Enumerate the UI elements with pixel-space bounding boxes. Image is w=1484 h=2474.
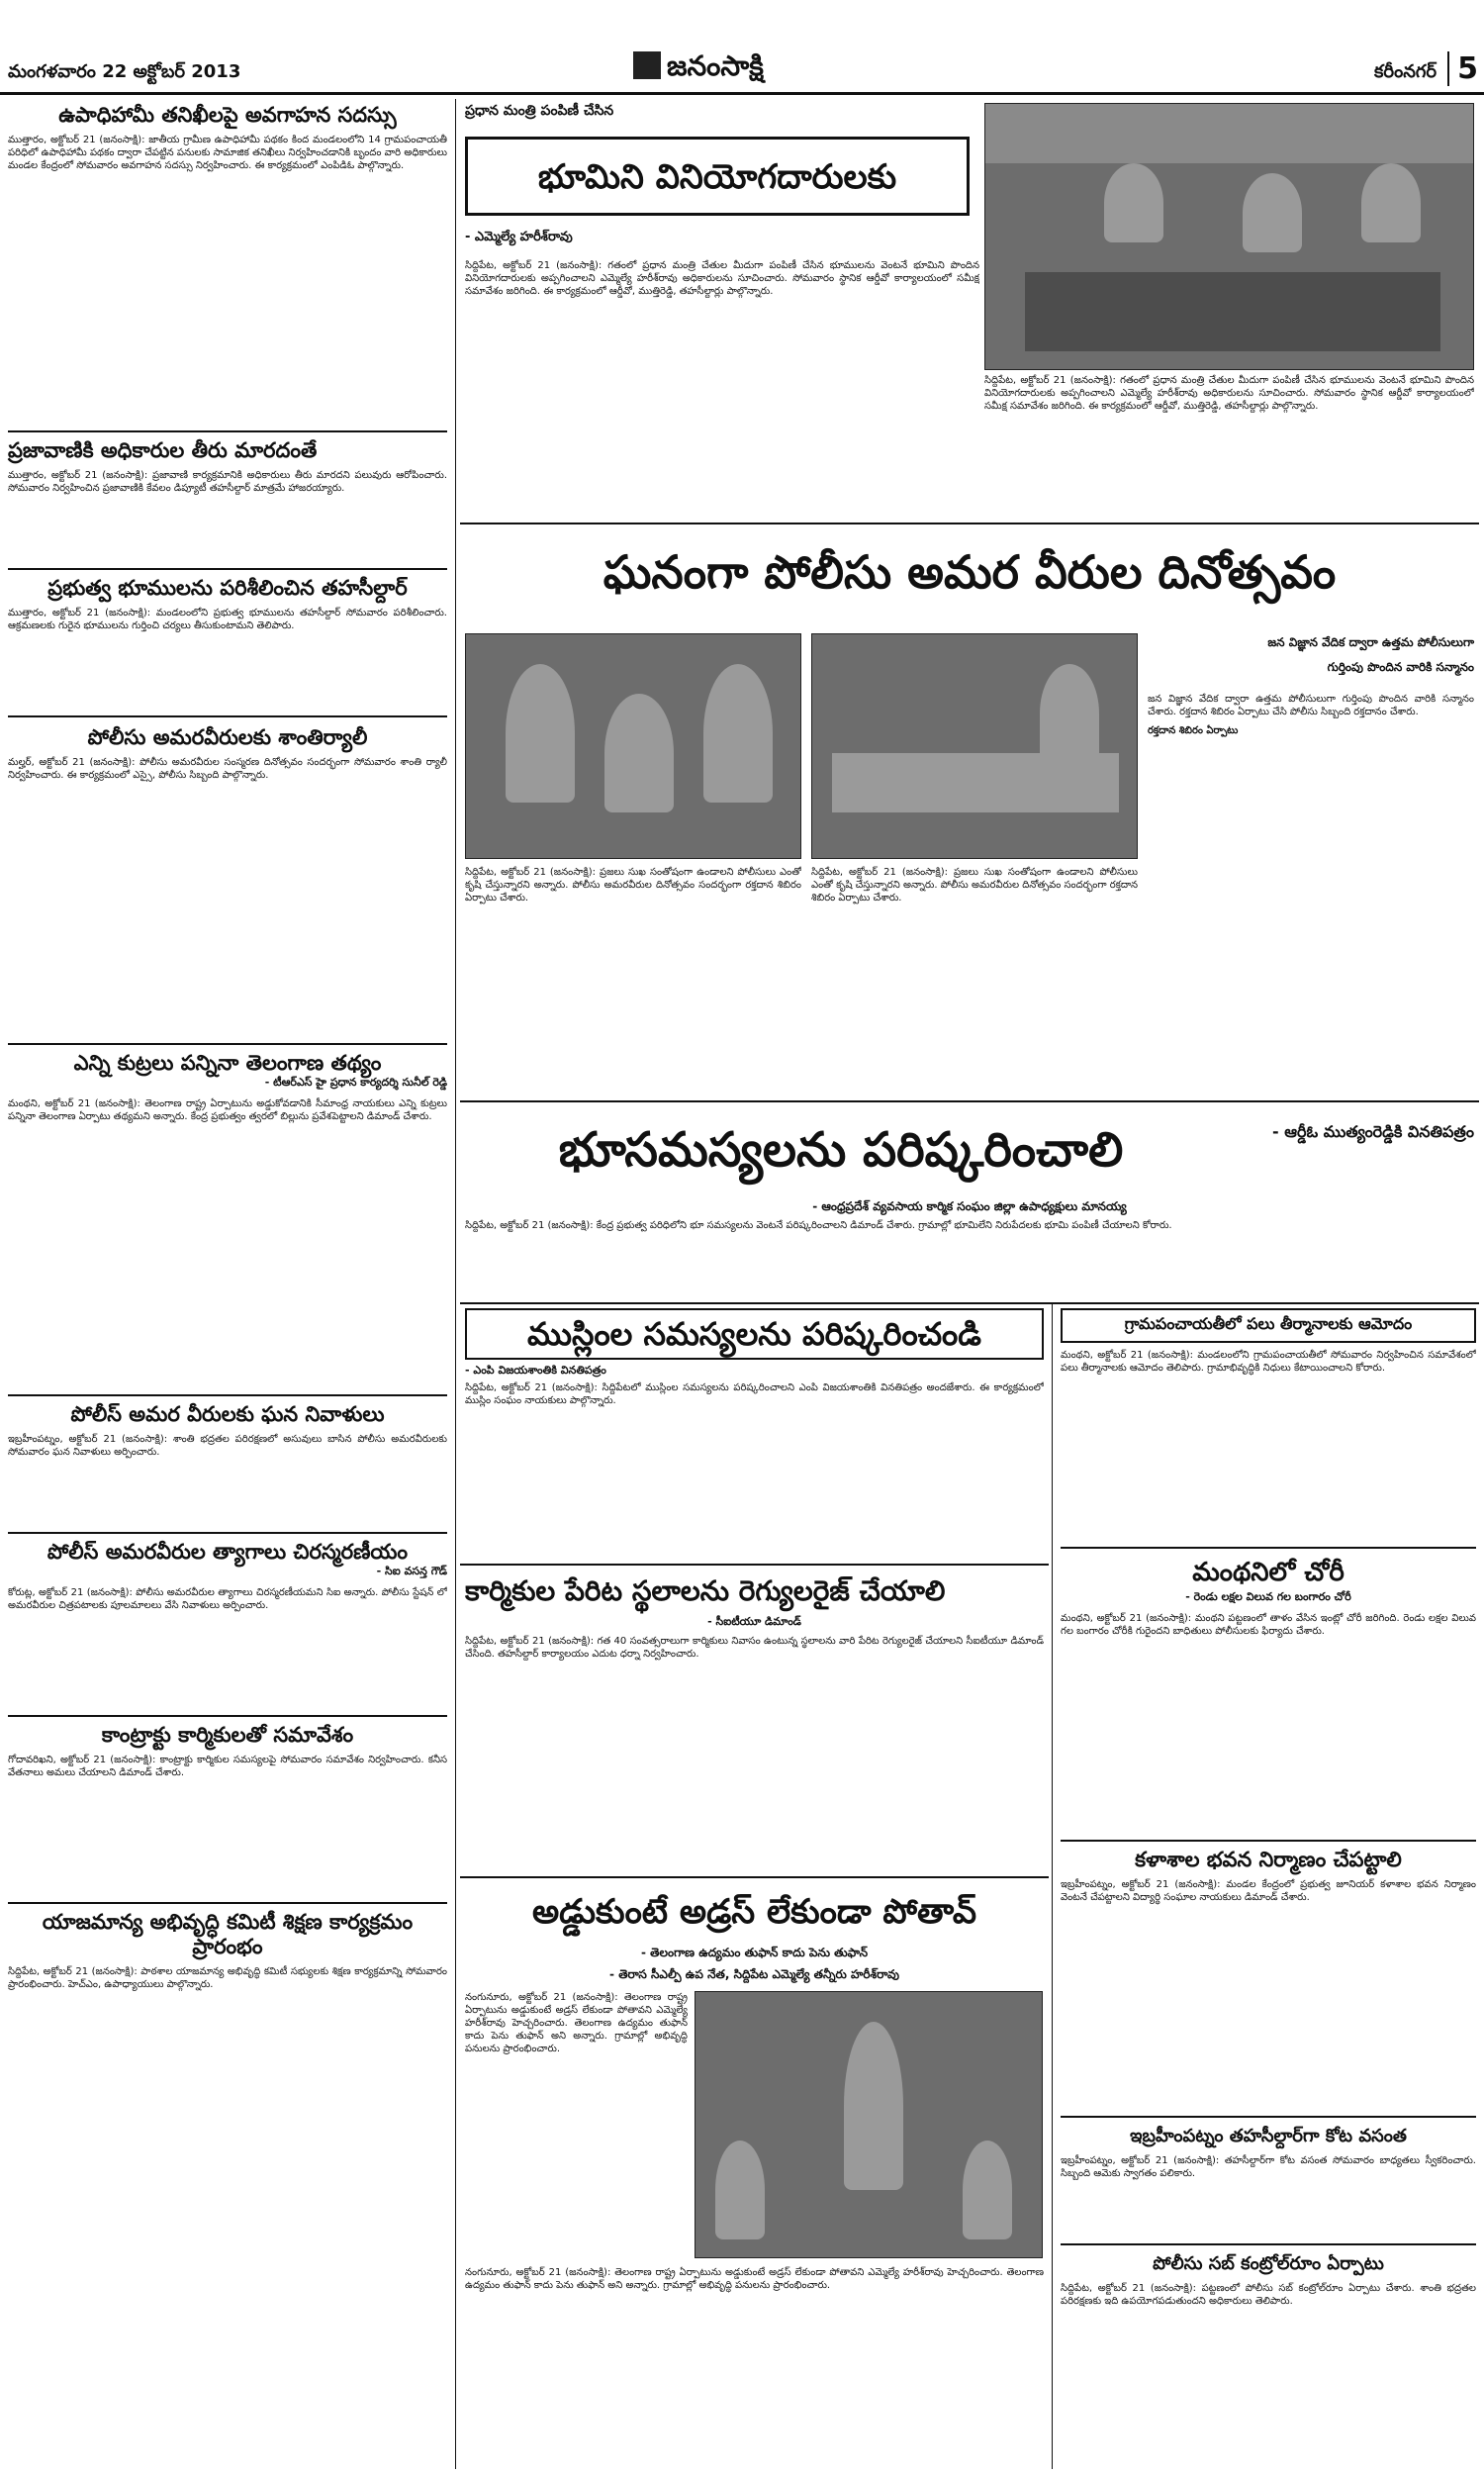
divider xyxy=(460,1876,1049,1878)
photo-person xyxy=(715,2141,765,2239)
article-headline: ప్రజావాణికి అధికారుల తీరు మారదంతే xyxy=(8,438,318,462)
edition-place: కరీంనగర్ xyxy=(1374,61,1437,82)
divider xyxy=(8,1043,447,1045)
divider xyxy=(8,430,447,432)
divider xyxy=(1061,1547,1476,1549)
page-number: 5 xyxy=(1447,51,1478,86)
column-divider xyxy=(1052,1304,1053,2469)
article-headline: ఇబ్రహీంపట్నం తహసీల్దార్‌గా కోట వసంత xyxy=(1130,2126,1407,2146)
issue-date: మంగళవారం 22 అక్టోబర్ 2013 xyxy=(8,61,241,82)
photo-person xyxy=(703,664,773,803)
obstruct-byline-1: - తెలంగాణ ఉద్యమం తుఫాన్ కాదు పెను తుఫాన్ xyxy=(640,1946,869,1959)
police-caption-2: గుర్తింపు పొందిన వారికి సన్మానం xyxy=(1327,660,1474,674)
article-headline: పోలీస్ అమర వీరులకు ఘన నివాళులు xyxy=(70,1402,385,1426)
lead-headline: భూమిని వినియోగదారులకు xyxy=(465,137,970,216)
article-headline: గ్రామపంచాయతీలో పలు తీర్మానాలకు ఆమోదం xyxy=(1061,1308,1476,1343)
article-body: మంథని, అక్టోబర్ 21 (జనంసాక్షి): మండలంలోని గ్రామపంచాయతీలో సోమవారం నిర్వహించిన సమావేశంలో పలు తీర్మానాలకు ఆమోదం తెలిపారు. గ్రామాభివృద్ధికి నిధులు కేటాయించాలని కోరారు. xyxy=(1061,1350,1476,1374)
article-headline: ఎన్ని కుట్రలు పన్నినా తెలంగాణ తథ్యం xyxy=(73,1051,382,1075)
masthead xyxy=(0,0,1484,95)
newspaper-logo xyxy=(633,49,764,89)
photo-person xyxy=(604,694,674,812)
divider xyxy=(460,1564,1049,1566)
article-headline: ప్రభుత్వ భూములను పరిశీలించిన తహసీల్దార్ xyxy=(47,576,408,600)
land-side-byline: - ఆర్డీఓ ముత్యంరెడ్డికి వినతిపత్రం xyxy=(1272,1122,1474,1141)
police-body-left: సిద్దిపేట, అక్టోబర్ 21 (జనంసాక్షి): ప్రజలు సుఖ సంతోషంగా ఉండాలని పోలీసులు ఎంతో కృషి చేస్తున్నారని అన్నారు. పోలీసు అమరవీరుల దినోత్సవం సందర్భంగా రక్తదాన శిబిరం ఏర్పాటు చేశారు. xyxy=(465,867,801,904)
divider xyxy=(1061,2243,1476,2245)
article-body: ఇబ్రహీంపట్నం, అక్టోబర్ 21 (జనంసాక్షి): తహసీల్దార్‌గా కోట వసంత సోమవారం బాధ్యతలు స్వీకరించారు. సిబ్బంది ఆమెకు స్వాగతం పలికారు. xyxy=(1061,2155,1476,2179)
article-body: ముత్తారం, అక్టోబర్ 21 (జనంసాక్షి): జాతీయ గ్రామీణ ఉపాధిహామీ పథకం కింద మండలంలోని 14 గ్రామపంచాయతీ పరిధిలో ఉపాధిహామీ పథకం ద్వారా చేపట్టిన పనులకు సామాజిక తనిఖీలు నిర్వహించడానికి బృందం వారి అధికారులు మండల కేంద్రంలో సోమవారం అవగాహన సదస్సు నిర్వహించారు. ఈ కార్యక్రమంలో ఎంపిడిఓ పాల్గొన్నారు. xyxy=(8,135,447,171)
obstruct-body-cont: నంగునూరు, అక్టోబర్ 21 (జనంసాక్షి): తెలంగాణ రాష్ట్ర ఏర్పాటును అడ్డుకుంటే అడ్రస్ లేకుండా పోతావని ఎమ్మెల్యే హరీశ్‌రావు హెచ్చరించారు. తెలంగాణ ఉద్యమం తుఫాన్ కాదు పెను తుఫాన్ అని అన్నారు. గ్రామాల్లో అభివృద్ధి పనులను ప్రారంభించారు. xyxy=(465,2267,1044,2291)
divider xyxy=(460,523,1479,524)
muslim-body: సిద్దిపేట, అక్టోబర్ 21 (జనంసాక్షి): సిద్దిపేటలో ముస్లింల సమస్యలను పరిష్కరించాలని ఎంపి విజయశాంతికి వినతిపత్రం అందజేశారు. ఈ కార్యక్రమంలో ముస్లిం సంఘం నాయకులు పాల్గొన్నారు. xyxy=(465,1382,1044,1406)
divider xyxy=(8,1532,447,1534)
photo-shelf xyxy=(985,104,1474,163)
article-headline: మంథనిలో చోరీ xyxy=(1192,1558,1345,1587)
divider xyxy=(8,1394,447,1396)
land-byline: - ఆంధ్రప్రదేశ్ వ్యవసాయ కార్మిక సంఘం జిల్లా ఉపాధ్యక్షులు మానయ్య xyxy=(812,1199,1127,1213)
article-body: గోదావరిఖని, అక్టోబర్ 21 (జనంసాక్షి): కాంట్రాక్టు కార్మికుల సమస్యలపై సోమవారం సమావేశం నిర్వహించారు. కనీస వేతనాలు అమలు చేయాలని డిమాండ్ చేశారు. xyxy=(8,1755,447,1778)
photo-table xyxy=(1025,272,1440,351)
lead-photo xyxy=(984,103,1474,370)
photo-person xyxy=(963,2141,1012,2239)
police-sidehead: రక్తదాన శిబిరం ఏర్పాటు xyxy=(1148,725,1239,736)
workers-headline: కార్మికుల పేరిట స్థలాలను రెగ్యులరైజ్ చేయాలి xyxy=(465,1574,946,1607)
article-body: సిద్దిపేట, అక్టోబర్ 21 (జనంసాక్షి): పాఠశాల యాజమాన్య అభివృద్ధి కమిటీ సభ్యులకు శిక్షణ కార్యక్రమాన్ని సోమవారం ప్రారంభించారు. హెచ్ఎం, ఉపాధ్యాయులు పాల్గొన్నారు. xyxy=(8,1966,447,1990)
divider xyxy=(1061,2116,1476,2118)
article-body: మంథని, అక్టోబర్ 21 (జనంసాక్షి): తెలంగాణ రాష్ట్ర ఏర్పాటును అడ్డుకోవడానికి సీమాంధ్ర నాయకులు ఎన్ని కుట్రలు పన్నినా తెలంగాణ ఏర్పాటు తథ్యమని అన్నారు. కేంద్ర ప్రభుత్వం త్వరలో బిల్లును ప్రవేశపెట్టాలని డిమాండ్ చేశారు. xyxy=(8,1098,447,1122)
article-headline: ఉపాధిహామీ తనిఖీలపై అవగాహన సదస్సు xyxy=(58,103,397,127)
article-body: మల్హర్, అక్టోబర్ 21 (జనంసాక్షి): పోలీసు అమరవీరుల సంస్మరణ దినోత్సవం సందర్భంగా సోమవారం శాంతి ర్యాలీ నిర్వహించారు. ఈ కార్యక్రమంలో ఎస్సై, పోలీసు సిబ్బంది పాల్గొన్నారు. xyxy=(8,757,447,781)
police-body-right-text: జన విజ్ఞాన వేదిక ద్వారా ఉత్తమ పోలీసులుగా గుర్తింపు పొందిన వారికి సన్మానం చేశారు. రక్తదాన శిబిరం ఏర్పాటు చేసి పోలీసు సిబ్బంది రక్తదానం చేశారు. xyxy=(1148,694,1474,717)
photo-person xyxy=(1104,163,1163,242)
divider xyxy=(460,1100,1479,1102)
article-headline: యాజమాన్య అభివృద్ధి కమిటీ శిక్షణ కార్యక్రమం ప్రారంభం xyxy=(42,1910,414,1958)
police-photo-2 xyxy=(811,633,1138,859)
obstruct-headline: అడ్డుకుంటే అడ్రస్ లేకుండా పోతావ్ xyxy=(531,1892,977,1932)
lead-kicker: ప్రధాన మంత్రి పంపిణీ చేసిన xyxy=(465,103,614,119)
workers-body: సిద్దిపేట, అక్టోబర్ 21 (జనంసాక్షి): గత 40 సంవత్సరాలుగా కార్మికులు నివాసం ఉంటున్న స్థలాలను వారి పేరిట రెగ్యులరైజ్ చేయాలని సీఐటీయూ డిమాండ్ చేసింది. తహసీల్దార్ కార్యాలయం ఎదుట ధర్నా నిర్వహించారు. xyxy=(465,1636,1044,1660)
police-body-right xyxy=(1148,693,1474,1089)
article-body: ఇబ్రహీంపట్నం, అక్టోబర్ 21 (జనంసాక్షి): మండల కేంద్రంలో ప్రభుత్వ జూనియర్ కళాశాల భవన నిర్మాణం వెంటనే చేపట్టాలని విద్యార్థి సంఘాల నాయకులు డిమాండ్ చేశారు. xyxy=(1061,1879,1476,1903)
article-body: ఇబ్రహీంపట్నం, అక్టోబర్ 21 (జనంసాక్షి): శాంతి భద్రతల పరిరక్షణలో అసువులు బాసిన పోలీసు అమరవీరులకు సోమవారం ఘన నివాళులు అర్పించారు. xyxy=(8,1434,447,1458)
police-headline: ఘనంగా పోలీసు అమర వీరుల దినోత్సవం xyxy=(603,545,1337,599)
workers-byline: - సీఐటీయూ డిమాండ్ xyxy=(707,1615,801,1628)
photo-person xyxy=(844,2022,903,2190)
article-headline: పోలీసు అమరవీరులకు శాంతిర్యాలీ xyxy=(87,725,368,749)
divider xyxy=(8,715,447,717)
police-caption xyxy=(1148,635,1474,677)
police-caption-1: జన విజ్ఞాన వేదిక ద్వారా ఉత్తమ పోలీసులుగా xyxy=(1267,635,1474,649)
photo-person xyxy=(506,664,575,803)
article-byline: - టీఆర్ఎస్ పైా ప్రధాన కార్యదర్శి సునీల్ రెడ్డి xyxy=(264,1076,447,1089)
article-headline: కళాశాల భవన నిర్మాణం చేపట్టాలి xyxy=(1135,1848,1402,1871)
police-body-mid: సిద్దిపేట, అక్టోబర్ 21 (జనంసాక్షి): ప్రజలు సుఖ సంతోషంగా ఉండాలని పోలీసులు ఎంతో కృషి చేస్తున్నారని అన్నారు. పోలీసు అమరవీరుల దినోత్సవం సందర్భంగా రక్తదాన శిబిరం ఏర్పాటు చేశారు. xyxy=(811,867,1138,904)
divider xyxy=(8,1715,447,1717)
photo-person xyxy=(1243,173,1302,252)
obstruct-photo xyxy=(695,1991,1043,2258)
article-headline: పోలీసు సబ్ కంట్రోల్‌రూం ఏర్పాటు xyxy=(1153,2253,1384,2274)
logo-icon xyxy=(633,51,661,79)
article-body: కోరుట్ల, అక్టోబర్ 21 (జనంసాక్షి): పోలీసు అమరవీరుల త్యాగాలు చిరస్మరణీయమని సిఐ అన్నారు. పోలీసు స్టేషన్ లో అమరవీరుల చిత్రపటాలకు పూలమాలలు వేసి నివాళులు అర్పించారు. xyxy=(8,1587,447,1611)
left-column xyxy=(8,103,447,2084)
article-body: మంథని, అక్టోబర్ 21 (జనంసాక్షి): మంథని పట్టణంలో తాళం వేసిన ఇంట్లో చోరీ జరిగింది. రెండు లక్షల విలువ గల బంగారం చోరీకి గురైందని బాధితులు పోలీసులకు ఫిర్యాదు చేశారు. xyxy=(1061,1613,1476,1637)
muslim-headline: ముస్లింల సమస్యలను పరిష్కరించండి xyxy=(465,1308,1044,1360)
logo-text: జనంసాక్షి xyxy=(667,49,764,82)
divider xyxy=(8,568,447,570)
article-body: ముత్తారం, అక్టోబర్ 21 (జనంసాక్షి): ప్రజావాణి కార్యక్రమానికి అధికారులు తీరు మారదని పలువురు ఆరోపించారు. సోమవారం నిర్వహించిన ప్రజావాణికి కేవలం డిప్యూటీ తహసీల్దార్ మాత్రమే హాజరయ్యారు. xyxy=(8,470,447,494)
police-photo-1 xyxy=(465,633,801,859)
photo-person xyxy=(1361,163,1421,242)
article-body: ముత్తారం, అక్టోబర్ 21 (జనంసాక్షి): మండలంలోని ప్రభుత్వ భూములను తహసీల్దార్ సోమవారం పరిశీలించారు. ఆక్రమణలకు గురైన భూములను గుర్తించి చర్యలు తీసుకుంటామని తెలిపారు. xyxy=(8,608,447,631)
article-headline: పోలీస్ అమరవీరుల త్యాగాలు చిరస్మరణీయం xyxy=(46,1540,409,1564)
article-byline: - సిఐ వసన్త గౌడ్ xyxy=(376,1565,447,1577)
land-body: సిద్దిపేట, అక్టోబర్ 21 (జనంసాక్షి): కేంద్ర ప్రభుత్వ పరిధిలోని భూ సమస్యలను వెంటనే పరిష్కరించాలని డిమాండ్ చేశారు. గ్రామాల్లో భూమిలేని నిరుపేదలకు భూమి పంపిణీ చేయాలని కోరారు. xyxy=(465,1220,1172,1231)
obstruct-body: నంగునూరు, అక్టోబర్ 21 (జనంసాక్షి): తెలంగాణ రాష్ట్ర ఏర్పాటును అడ్డుకుంటే అడ్రస్ లేకుండా పోతావని ఎమ్మెల్యే హరీశ్‌రావు హెచ్చరించారు. తెలంగాణ ఉద్యమం తుఫాన్ కాదు పెను తుఫాన్ అని అన్నారు. గ్రామాల్లో అభివృద్ధి పనులను ప్రారంభించారు. xyxy=(465,1992,688,2054)
muslim-byline: - ఎంపి విజయశాంతికి వినతిపత్రం xyxy=(465,1364,606,1377)
article-byline: - రెండు లక్షల విలువ గల బంగారం చోరీ xyxy=(1185,1590,1351,1603)
article-body: సిద్దిపేట, అక్టోబర్ 21 (జనంసాక్షి): పట్టణంలో పోలీసు సబ్ కంట్రోల్‌రూం ఏర్పాటు చేశారు. శాంతి భద్రతల పరిరక్షణకు ఇది ఉపయోగపడుతుందని అధికారులు తెలిపారు. xyxy=(1061,2283,1476,2307)
lead-body-cont: సిద్దిపేట, అక్టోబర్ 21 (జనంసాక్షి): గతంలో ప్రధాన మంత్రి చేతుల మీదుగా పంపిణీ చేసిన భూములను వెంటనే భూమిని పొందిన వినియోగదారులకు అప్పగించాలని ఎమ్మెల్యే హరీశ్‌రావు అధికారులను సూచించారు. సోమవారం స్థానిక ఆర్డీవో కార్యాలయంలో సమీక్ష సమావేశం జరిగింది. ఈ కార్యక్రమంలో ఆర్డీవో, ముత్తిరెడ్డి, తహసీల్దార్లు పాల్గొన్నారు. xyxy=(984,375,1474,412)
divider xyxy=(1061,1840,1476,1842)
article-headline: కాంట్రాక్టు కార్మికులతో సమావేశం xyxy=(101,1723,354,1747)
column-divider xyxy=(455,99,456,2469)
lead-body: సిద్దిపేట, అక్టోబర్ 21 (జనంసాక్షి): గతంలో ప్రధాన మంత్రి చేతుల మీదుగా పంపిణీ చేసిన భూములను వెంటనే భూమిని పొందిన వినియోగదారులకు అప్పగించాలని ఎమ్మెల్యే హరీశ్‌రావు అధికారులను సూచించారు. సోమవారం స్థానిక ఆర్డీవో కార్యాలయంలో సమీక్ష సమావేశం జరిగింది. ఈ కార్యక్రమంలో ఆర్డీవో, ముత్తిరెడ్డి, తహసీల్దార్లు పాల్గొన్నారు. xyxy=(465,260,979,297)
lead-byline: - ఎమ్మెల్యే హరీశ్‌రావు xyxy=(465,230,573,244)
photo-person xyxy=(1040,664,1099,763)
divider xyxy=(460,1302,1479,1304)
obstruct-byline-2: - తెరాస సీఎల్పీ ఉప నేత, సిద్దిపేట ఎమ్మెల్యే తన్నీరు హరీశ్‌రావు xyxy=(609,1967,899,1981)
divider xyxy=(8,1902,447,1904)
right-column xyxy=(1061,1308,1476,2401)
land-headline: భూసమస్యలను పరిష్కరించాలి xyxy=(558,1122,1124,1178)
